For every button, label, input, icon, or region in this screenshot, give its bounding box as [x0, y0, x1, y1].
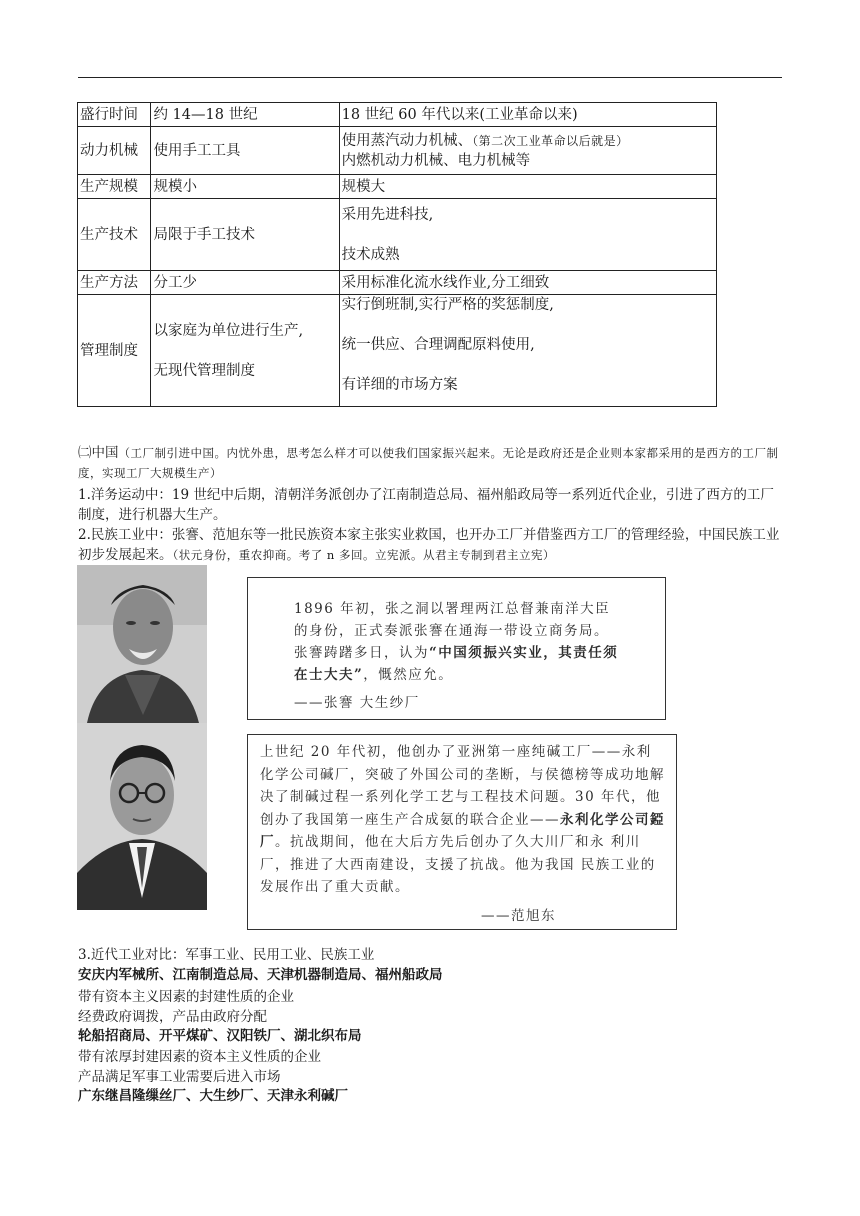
quote-highlight: “中国须振兴实业，其责任须在士大夫”	[294, 645, 619, 683]
factory-cell: 规模大	[339, 175, 716, 199]
portrait-zhang-jian	[77, 565, 207, 723]
quote-text: 1896 年初，张之洞以署理两江总督兼南洋大臣的身份，正式奏派张謇在通海一带设立商务局。张謇踌躇多日，认为“中国须振兴实业，其责任须在士大夫”，慨然应允。	[294, 601, 619, 683]
handicraft-cell: 使用手工工具	[151, 127, 339, 175]
civil-industry-list: 轮船招商局、开平煤矿、汉阳铁厂、湖北织布局	[78, 1028, 362, 1044]
handicraft-cell: 约 14—18 世纪	[151, 103, 339, 127]
paragraph-minzu: 2.民族工业中：张謇、范旭东等一批民族资本家主张实业救国，也开办工厂并借鉴西方工厂的管理经验，中国民族工业初步发展起来。（状元身份，重农抑商。考了 n 多回。立宪派。从君主专制到君主立宪）	[78, 527, 780, 563]
factory-cell: 采用标准化流水线作业,分工细致	[339, 271, 716, 295]
paragraph-yangwu: 1.洋务运动中：19 世纪中后期，清朝洋务派创办了江南制造总局、福州船政局等一系列近代企业，引进了西方的工厂制度，进行机器大生产。	[78, 487, 774, 523]
military-industry-list: 安庆内军械所、江南制造总局、天津机器制造局、福州船政局	[78, 967, 443, 983]
military-funding: 经费政府调拨，产品由政府分配	[78, 1009, 267, 1025]
factory-cell: 18 世纪 60 年代以来(工业革命以来)	[339, 103, 716, 127]
heading-note: （工厂制引进中国。内忧外患，思考怎么样才可以使我们国家振兴起来。无论是政府还是企业则本家都采用的是西方的工厂制度，实现工厂大规模生产）	[78, 446, 779, 480]
comparison-table	[77, 102, 717, 407]
factory-cell	[339, 295, 716, 407]
paragraph-note: （状元身份，重农抑商。考了 n 多回。立宪派。从君主专制到君主立宪）	[172, 548, 555, 562]
factory-cell	[339, 127, 716, 175]
quote-text: 上世纪 20 年代初，他创办了亚洲第一座纯碱工厂——永利化学公司碱厂，突破了外国公司的垄断，与侯德榜等成功地解决了制碱过程一系列化学工艺与工程技术问题。30 年代，他创办了我国第一座生产合成氨的联合企业——永利化学公司錏厂。抗战期间，他在大后方先后创办了久大川厂和永 利川厂，推进了大西南建设，支援了抗战。他为我国 民族工业的发展作出了重大贡献。	[260, 744, 665, 895]
factory-cell	[339, 199, 716, 271]
quote-box-zhang-jian	[247, 577, 666, 720]
cell-text: 实行倒班制,实行严格的奖惩制度,	[341, 297, 554, 313]
table-row	[78, 199, 717, 271]
quote-source: ——范旭东	[481, 908, 556, 924]
civil-nature: 带有浓厚封建因素的资本主义性质的企业	[78, 1049, 321, 1065]
row-label: 生产技术	[78, 199, 151, 271]
handicraft-cell: 规模小	[151, 175, 339, 199]
row-label: 生产规模	[78, 175, 151, 199]
cell-text: 采用先进科技,	[341, 206, 434, 223]
quote-source: ——张謇 大生纱厂	[294, 695, 420, 711]
cell-text: 内燃机动力机械、电力机械等	[341, 152, 531, 169]
quote-highlight: 永利化学公司錏厂	[260, 811, 665, 850]
header-rule	[78, 77, 782, 78]
cell-text: 以家庭为单位进行生产,	[153, 322, 304, 339]
table-row	[78, 295, 717, 407]
cell-text: 有详细的市场方案	[341, 377, 458, 393]
row-label: 动力机械	[78, 127, 151, 175]
table-row	[78, 103, 717, 127]
section3-title: 3.近代工业对比：军事工业、民用工业、民族工业	[78, 947, 375, 963]
handicraft-cell: 分工少	[151, 271, 339, 295]
row-label: 盛行时间	[78, 103, 151, 127]
row-label: 管理制度	[78, 295, 151, 407]
civil-market: 产品满足军事工业需要后进入市场	[78, 1069, 281, 1085]
cell-text: 技术成熟	[341, 246, 400, 263]
cell-text: 使用蒸汽动力机械、	[341, 132, 473, 149]
national-industry-list: 广东继昌隆缫丝厂、大生纱厂、天津永利碱厂	[78, 1088, 348, 1104]
table-row	[78, 271, 717, 295]
row-label: 生产方法	[78, 271, 151, 295]
handicraft-cell	[151, 295, 339, 407]
military-nature: 带有资本主义因素的封建性质的企业	[78, 989, 294, 1005]
cell-note: （第二次工业革命以后就是）	[472, 133, 629, 148]
section-heading: ㈡中国（工厂制引进中国。内忧外患，思考怎么样才可以使我们国家振兴起来。无论是政府还是企业则本家都采用的是西方的工厂制度，实现工厂大规模生产）	[78, 445, 779, 480]
handicraft-cell: 局限于手工技术	[151, 199, 339, 271]
cell-text: 无现代管理制度	[153, 362, 255, 379]
portrait-fan-xudong	[77, 723, 207, 910]
cell-text: 统一供应、合理调配原料使用,	[341, 337, 535, 353]
table-row	[78, 127, 717, 175]
table-row	[78, 175, 717, 199]
quote-box-fan-xudong	[247, 734, 677, 930]
